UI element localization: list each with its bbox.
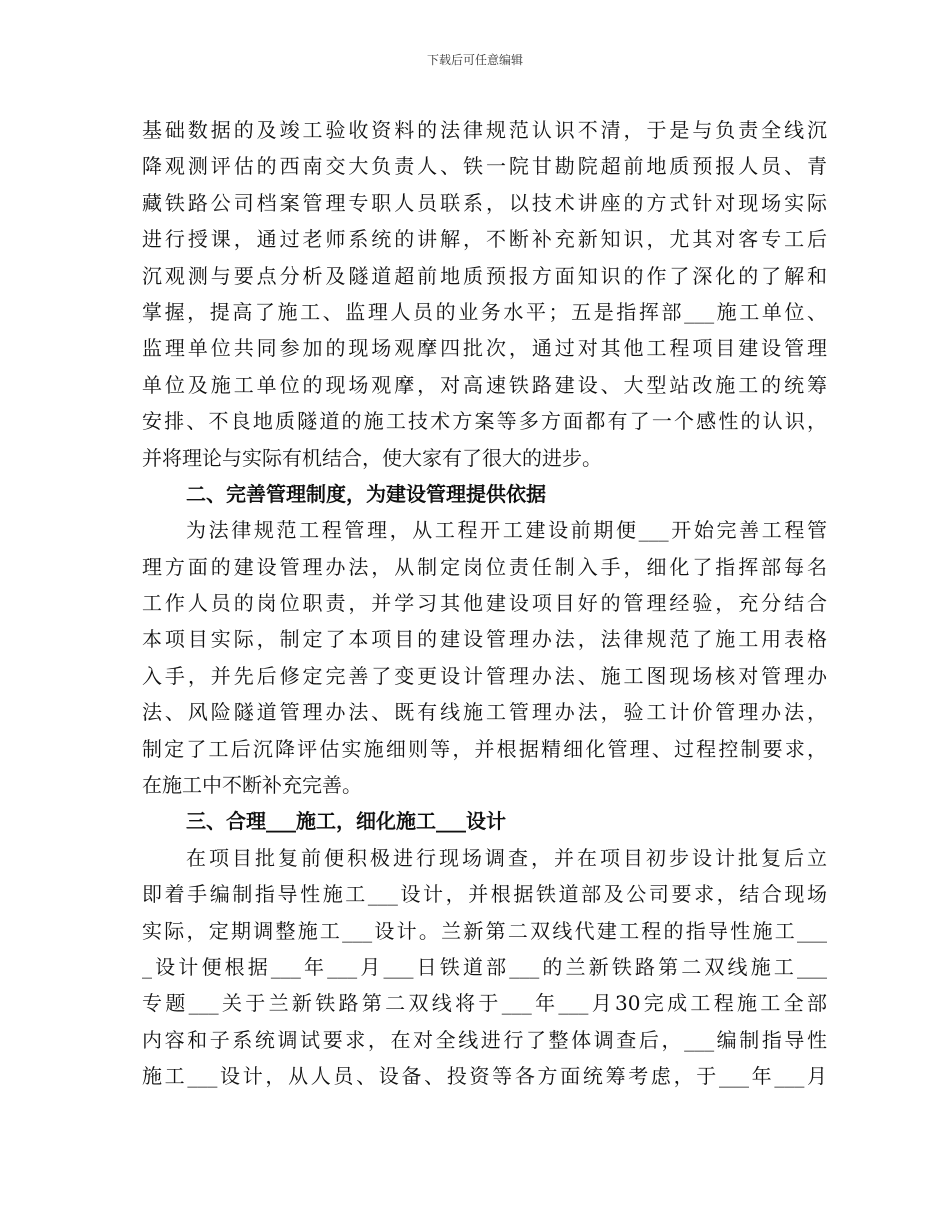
paragraph-line: 降观测评估的西南交大负责人、铁一院甘勘院超前地质预报人员、青	[142, 154, 827, 179]
paragraph-line: 专题___关于兰新铁路第二双线将于___年___月30完成工程施工全部	[142, 991, 827, 1016]
paragraph-line: 在施工中不断补充完善。	[142, 773, 362, 798]
paragraph-line: 理方面的建设管理办法，从制定岗位责任制入手，细化了指挥部每名	[142, 554, 827, 579]
page-header: 下载后可任意编辑	[426, 53, 523, 67]
paragraph-line: 安排、不良地质隧道的施工技术方案等多方面都有了一个感性的认识，	[142, 409, 827, 434]
paragraph-line: 施工___设计，从人员、设备、投资等各方面统筹考虑，于___年___月	[142, 1064, 827, 1089]
paragraph-line: 单位及施工单位的现场观摩，对高速铁路建设、大型站改施工的统筹	[142, 372, 827, 397]
paragraph-line: 入手，并先后修定完善了变更设计管理办法、施工图现场核对管理办	[142, 663, 827, 688]
paragraph-line: 内容和子系统调试要求，在对全线进行了整体调查后，___编制指导性	[142, 1027, 827, 1052]
document-body	[142, 112, 827, 1095]
paragraph-line: 沉观测与要点分析及隧道超前地质预报方面知识的作了深化的了解和	[142, 263, 827, 288]
paragraph-line: 藏铁路公司档案管理专职人员联系，以技术讲座的方式针对现场实际	[142, 190, 827, 215]
paragraph-line: _设计便根据___年___月___日铁道部___的兰新铁路第二双线施工___	[142, 954, 827, 979]
paragraph-line: 本项目实际，制定了本项目的建设管理办法，法律规范了施工用表格	[142, 627, 827, 652]
paragraph-line: 制定了工后沉降评估实施细则等，并根据精细化管理、过程控制要求，	[142, 736, 827, 761]
paragraph-line: 并将理论与实际有机结合，使大家有了很大的进步。	[142, 445, 602, 470]
paragraph-line: 进行授课，通过老师系统的讲解，不断补充新知识，尤其对客专工后	[142, 227, 827, 252]
paragraph-line: 在项目批复前便积极进行现场调查，并在项目初步设计批复后立	[186, 845, 827, 870]
paragraph-line: 法、风险隧道管理办法、既有线施工管理办法，验工计价管理办法，	[142, 700, 827, 725]
paragraph-line: 基础数据的及竣工验收资料的法律规范认识不清，于是与负责全线沉	[142, 118, 827, 142]
paragraph-line: 工作人员的岗位职责，并学习其他建设项目好的管理经验，充分结合	[142, 591, 827, 616]
paragraph-line: 即着手编制指导性施工___设计，并根据铁道部及公司要求，结合现场	[142, 882, 827, 907]
paragraph-line: 实际，定期调整施工___设计。兰新第二双线代建工程的指导性施工___	[142, 918, 827, 943]
paragraph-line: 掌握，提高了施工、监理人员的业务水平；五是指挥部___施工单位、	[142, 299, 827, 324]
section-heading: 三、合理___施工，细化施工___设计	[186, 809, 506, 834]
paragraph-line: 监理单位共同参加的现场观摩四批次，通过对其他工程项目建设管理	[142, 336, 827, 361]
section-heading: 二、完善管理制度，为建设管理提供依据	[186, 481, 546, 506]
paragraph-line: 为法律规范工程管理，从工程开工建设前期便___开始完善工程管	[186, 518, 827, 543]
